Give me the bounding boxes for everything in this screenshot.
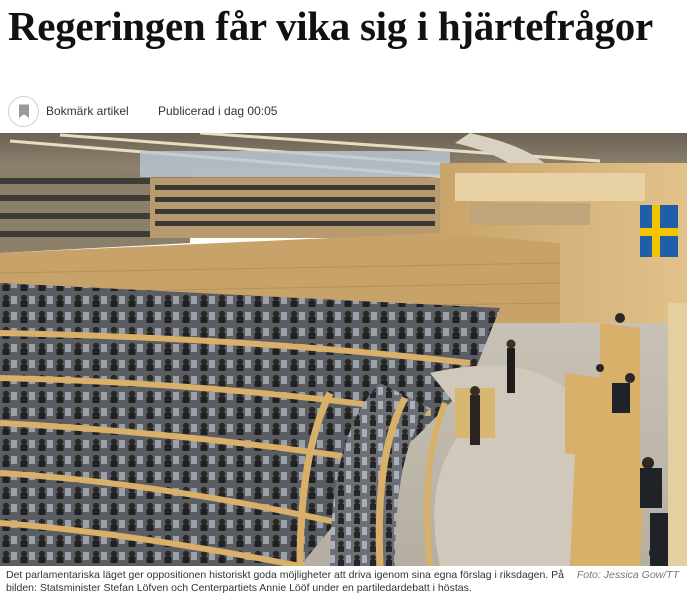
published-timestamp: Publicerad i dag 00:05 [158,104,278,118]
article-meta [8,94,678,128]
article-photo [0,133,687,566]
bookmark-icon [8,96,39,127]
photo-credit: Foto: Jessica Gow/TT [576,569,679,581]
bookmark-button[interactable] [8,94,129,128]
parliament-chamber-photo [0,133,687,566]
bookmark-label: Bokmärk artikel [46,104,129,118]
photo-caption: Det parlamentariska läget ger oppositionen historiskt goda möjligheter att driva igenom sina egna förslag i riksdagen. På bilden: Statsminister Stefan Löfven och Centerpartiets Annie Lööf under en partiledardebatt i höstas. [6,569,564,594]
article-headline: Regeringen får vika sig i hjärtefrågor [8,3,653,49]
